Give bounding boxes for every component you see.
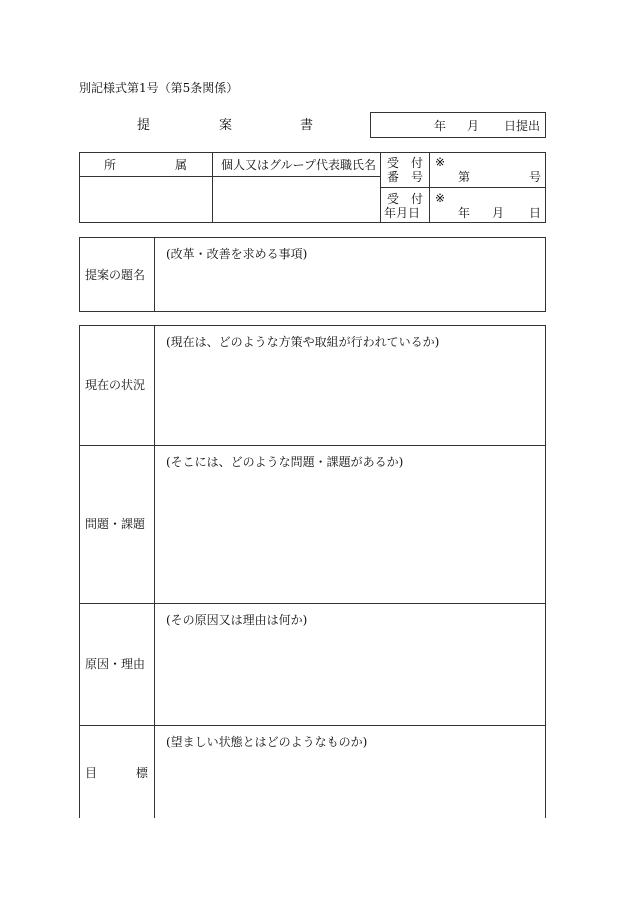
divider [79,325,546,326]
title-char-2: 案 [219,118,233,133]
title-char-3: 書 [300,118,314,133]
receipt-date-label-1: 受 付 [387,192,424,206]
divider [79,725,546,726]
receipt-mark-2: ※ [435,191,446,205]
receipt-no-go: 号 [529,170,542,184]
receipt-date-day: 日 [529,206,542,220]
submit-year: 年 [434,119,447,133]
goal-field[interactable] [155,752,545,818]
current-status-hint: (現在は、どのような方策や取組が行われているか) [166,335,440,349]
affiliation-label-2: 属 [175,158,188,172]
divider [545,325,546,818]
receipt-no-label-2: 番 号 [387,170,424,184]
current-status-label: 現在の状況 [85,378,146,392]
goal-label-2: 標 [136,766,149,780]
title-char-1: 提 [137,118,151,133]
current-status-field[interactable] [155,352,545,444]
divider [380,187,546,188]
name-label: 個人又はグループ代表職氏名 [221,158,377,172]
proposal-title-hint: (改革・改善を求める事項) [166,247,308,261]
goal-label-1: 目 [85,766,98,780]
affiliation-field[interactable] [79,177,212,222]
problems-label: 問題・課題 [85,517,146,531]
divider [79,325,80,818]
cause-label: 原因・理由 [85,657,146,671]
name-field[interactable] [213,177,380,222]
submit-month: 月 [467,119,480,133]
problems-field[interactable] [155,472,545,602]
submit-day: 日提出 [504,119,541,133]
affiliation-label-1: 所 [104,158,117,172]
receipt-mark-1: ※ [435,155,446,169]
receipt-no-label-1: 受 付 [387,156,424,170]
divider [79,445,546,446]
receipt-date-month: 月 [492,206,505,220]
proposal-title-label: 提案の題名 [85,268,146,282]
receipt-date-label-2: 年月日 [384,206,421,220]
form-number-header: 別記様式第1号（第5条関係） [79,81,239,95]
problems-hint: (そこには、どのような問題・課題があるか) [166,455,404,469]
proposal-title-field[interactable] [155,263,545,311]
cause-field[interactable] [155,630,545,724]
receipt-no-dai: 第 [458,170,471,184]
cause-hint: (その原因又は理由は何か) [166,613,308,627]
divider [79,603,546,604]
receipt-date-year: 年 [458,206,471,220]
goal-hint: (望ましい状態とはどのようなものか) [166,735,368,749]
